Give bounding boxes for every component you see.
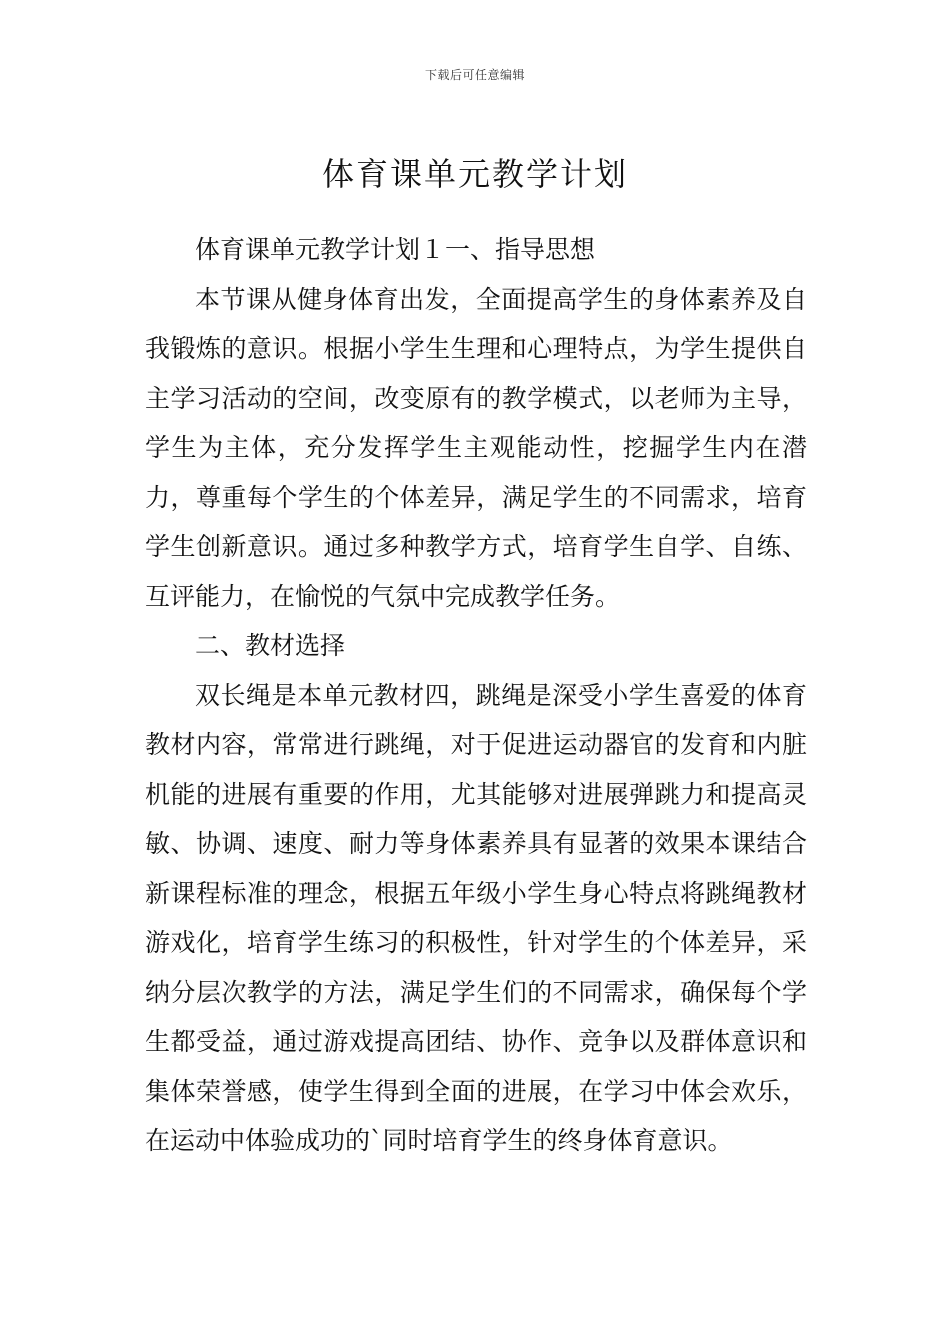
header-note: 下载后可任意编辑 xyxy=(424,68,525,82)
paragraph-heading-guiding-idea: 体育课单元教学计划１一、指导思想 xyxy=(195,235,596,264)
paragraph-guiding-idea: 本节课从健身体育出发，全面提高学生的身体素养及自我锻炼的意识。根据小学生生理和心理特点，为学生提供自主学习活动的空间，改变原有的教学模式，以老师为主导，学生为主体，充分发挥学生主观能动性，挖掘学生内在潜力，尊重每个学生的个体差异，满足学生的不同需求，培育学生创新意识。通过多种教学方式，培育学生自学、自练、互评能力，在愉悦的气氛中完成教学任务。 xyxy=(145,284,807,611)
paragraph-heading-material: 二、教材选择 xyxy=(195,631,346,660)
document-body xyxy=(145,225,807,1166)
paragraph-material: 双长绳是本单元教材四，跳绳是深受小学生喜爱的体育教材内容，常常进行跳绳，对于促进运动器官的发育和内脏机能的进展有重要的作用，尤其能够对进展弹跳力和提高灵敏、协调、速度、耐力等身体素养具有显著的效果本课结合新课程标准的理念，根据五年级小学生身心特点将跳绳教材游戏化，培育学生练习的积极性，针对学生的个体差异，采纳分层次教学的方法，满足学生们的不同需求，确保每个学生都受益，通过游戏提高团结、协作、竞争以及群体意识和集体荣誉感，使学生得到全面的进展，在学习中体会欢乐，在运动中体验成功的`同时培育学生的终身体育意识。 xyxy=(145,680,807,1155)
document-title: 体育课单元教学计划 xyxy=(321,155,628,194)
